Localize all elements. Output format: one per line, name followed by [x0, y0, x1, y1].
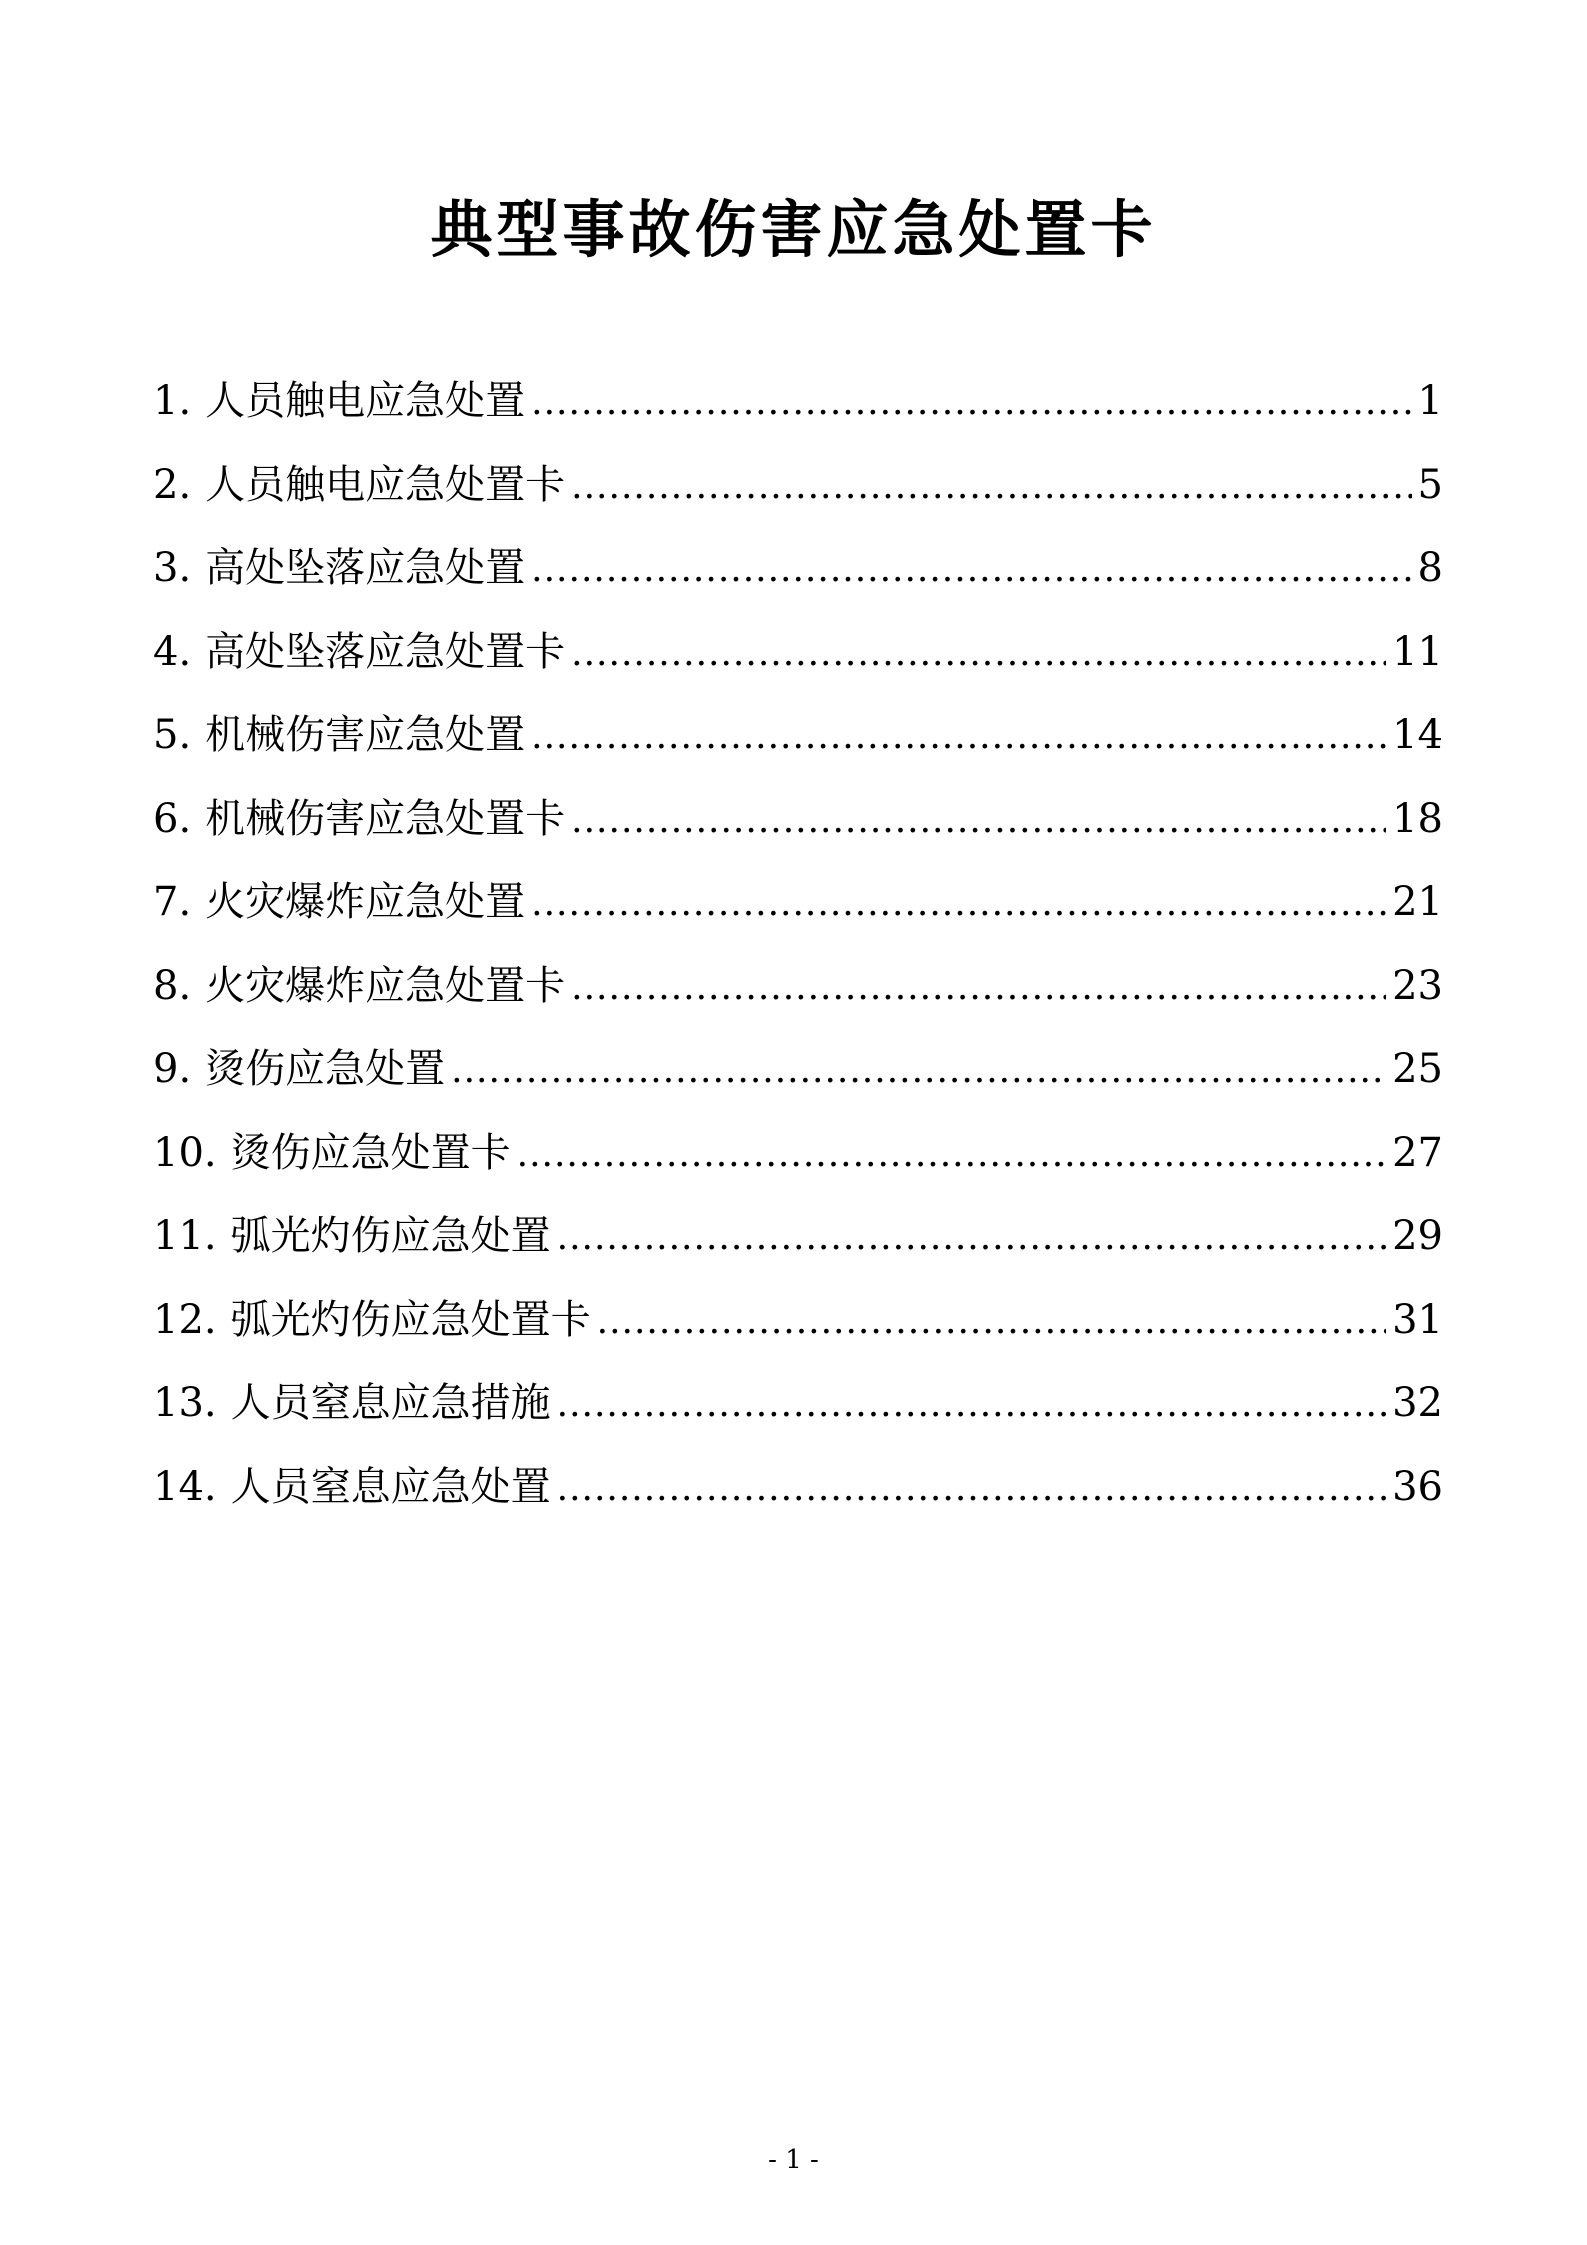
toc-entry[interactable]	[153, 1362, 1443, 1446]
toc-entry-title: 火灾爆炸应急处置	[205, 879, 526, 925]
toc-entry-number: 11.	[153, 1213, 217, 1259]
dot-leader	[597, 1280, 1386, 1364]
toc-entry-page: 21	[1392, 879, 1443, 925]
toc-entry-number: 8.	[153, 962, 192, 1009]
toc-entry-page: 23	[1392, 962, 1443, 1009]
dot-leader	[571, 612, 1386, 696]
toc-entry-title: 弧光灼伤应急处置	[230, 1213, 551, 1259]
toc-entry-number: 3.	[153, 545, 192, 591]
toc-entry-number: 4.	[153, 628, 192, 675]
toc-entry-title: 人员触电应急处置	[205, 378, 526, 424]
toc-entry-title: 人员窒息应急处置	[230, 1463, 551, 1510]
toc-entry-number: 7.	[153, 879, 192, 925]
dot-leader	[557, 1447, 1386, 1531]
toc-entry-number: 1.	[153, 378, 192, 424]
toc-entry-page: 1	[1417, 378, 1443, 424]
toc-entry-title: 火灾爆炸应急处置卡	[205, 962, 566, 1009]
dot-leader	[557, 1363, 1386, 1447]
toc-entry-number: 10.	[153, 1129, 217, 1176]
dot-leader	[451, 1029, 1386, 1113]
toc-entry-title: 机械伤害应急处置卡	[205, 795, 566, 842]
toc-entry[interactable]	[153, 1446, 1443, 1530]
toc-entry-number: 5.	[153, 712, 192, 758]
toc-entry[interactable]	[153, 1279, 1443, 1363]
toc-entry-page: 31	[1392, 1296, 1443, 1343]
toc-entry[interactable]	[153, 694, 1443, 778]
toc-entry[interactable]	[153, 861, 1443, 945]
toc-entry-title: 烫伤应急处置	[205, 1046, 446, 1092]
page-number-footer: - 1 -	[768, 2145, 819, 2175]
toc-entry-page: 5	[1417, 461, 1443, 508]
dot-leader	[517, 1113, 1386, 1197]
toc-entry-number: 9.	[153, 1046, 192, 1092]
toc-entry[interactable]	[153, 945, 1443, 1029]
toc-entry-page: 14	[1392, 712, 1443, 758]
toc-entry-title: 人员窒息应急措施	[230, 1380, 551, 1426]
toc-entry[interactable]	[153, 444, 1443, 528]
toc-entry[interactable]	[153, 1195, 1443, 1279]
toc-entry[interactable]	[153, 778, 1443, 862]
toc-entry-page: 8	[1417, 545, 1443, 591]
toc-entry-number: 13.	[153, 1380, 217, 1426]
dot-leader	[531, 695, 1386, 779]
table-of-contents	[153, 360, 1443, 1529]
toc-entry-page: 27	[1392, 1129, 1443, 1176]
dot-leader	[557, 1196, 1386, 1280]
toc-entry-page: 36	[1392, 1463, 1443, 1510]
toc-entry[interactable]	[153, 1112, 1443, 1196]
toc-entry-number: 14.	[153, 1463, 217, 1510]
toc-entry-page: 25	[1392, 1046, 1443, 1092]
dot-leader	[531, 361, 1411, 445]
toc-entry[interactable]	[153, 360, 1443, 444]
toc-entry-title: 机械伤害应急处置	[205, 712, 526, 758]
dot-leader	[571, 445, 1411, 529]
dot-leader	[571, 946, 1386, 1030]
toc-entry-title: 高处坠落应急处置	[205, 545, 526, 591]
toc-entry[interactable]	[153, 611, 1443, 695]
toc-entry-page: 32	[1392, 1380, 1443, 1426]
toc-entry-title: 高处坠落应急处置卡	[205, 628, 566, 675]
toc-entry-title: 弧光灼伤应急处置卡	[230, 1296, 591, 1343]
toc-entry-page: 11	[1392, 628, 1443, 675]
dot-leader	[531, 862, 1386, 946]
page-title: 典型事故伤害应急处置卡	[430, 193, 1157, 266]
toc-entry-number: 12.	[153, 1296, 217, 1343]
dot-leader	[531, 528, 1411, 612]
toc-entry-number: 2.	[153, 461, 192, 508]
toc-entry-number: 6.	[153, 795, 192, 842]
toc-entry[interactable]	[153, 1028, 1443, 1112]
toc-entry-page: 18	[1392, 795, 1443, 842]
dot-leader	[571, 779, 1386, 863]
toc-entry-page: 29	[1392, 1213, 1443, 1259]
toc-entry[interactable]	[153, 527, 1443, 611]
toc-entry-title: 烫伤应急处置卡	[230, 1129, 511, 1176]
toc-entry-title: 人员触电应急处置卡	[205, 461, 566, 508]
